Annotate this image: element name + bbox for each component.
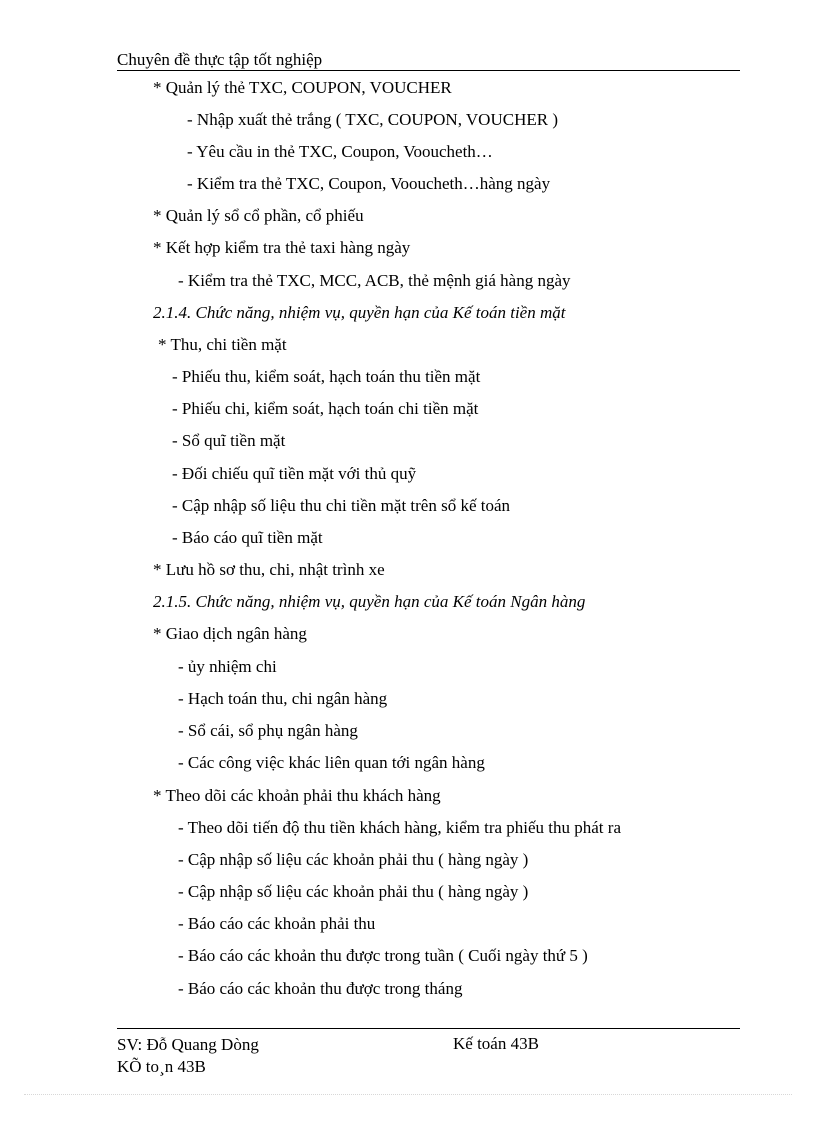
list-item: - Sổ cái, sổ phụ ngân hàng <box>178 721 358 740</box>
footer-divider <box>117 1028 740 1029</box>
list-item: * Kết hợp kiểm tra thẻ taxi hàng ngày <box>153 238 411 257</box>
page-bottom-border <box>24 1094 792 1095</box>
list-item: * Giao dịch ngân hàng <box>153 624 307 643</box>
list-item: - Yêu cầu in thẻ TXC, Coupon, Vooucheth… <box>187 142 493 161</box>
list-item: * Quản lý sổ cổ phần, cổ phiếu <box>153 206 364 225</box>
page-header-title: Chuyên đề thực tập tốt nghiệp <box>117 50 323 69</box>
list-item: - Phiếu chi, kiểm soát, hạch toán chi tiền mặt <box>172 399 479 418</box>
list-item: - Báo cáo các khoản phải thu <box>178 914 376 933</box>
list-item: - Theo dõi tiến độ thu tiền khách hàng, kiểm tra phiếu thu phát ra <box>178 818 621 837</box>
section-heading: 2.1.4. Chức năng, nhiệm vụ, quyền hạn của Kế toán tiền mặt <box>153 303 566 322</box>
list-item: - Cập nhập số liệu thu chi tiền mặt trên sổ kế toán <box>172 496 511 515</box>
list-item: - Hạch toán thu, chi ngân hàng <box>178 689 388 708</box>
list-item: * Theo dõi các khoản phải thu khách hàng <box>153 786 441 805</box>
list-item: - Phiếu thu, kiểm soát, hạch toán thu tiền mặt <box>172 367 481 386</box>
list-item: * Lưu hồ sơ thu, chi, nhật trình xe <box>153 560 385 579</box>
list-item: - Cập nhập số liệu các khoản phải thu ( hàng ngày ) <box>178 850 529 869</box>
list-item: - Sổ quĩ tiền mặt <box>172 431 286 450</box>
header-divider <box>117 70 740 71</box>
list-item: - Báo cáo các khoản thu được trong tuần ( Cuối ngày thứ 5 ) <box>178 946 588 965</box>
footer-class: Kế toán 43B <box>453 1034 539 1053</box>
list-item: - Báo cáo quĩ tiền mặt <box>172 528 323 547</box>
list-item: - Cập nhập số liệu các khoản phải thu ( hàng ngày ) <box>178 882 529 901</box>
list-item: * Thu, chi tiền mặt <box>158 335 287 354</box>
list-item: - Nhập xuất thẻ trắng ( TXC, COUPON, VOUCHER ) <box>187 110 558 129</box>
list-item: - Báo cáo các khoản thu được trong tháng <box>178 979 463 998</box>
list-item: * Quản lý thẻ TXC, COUPON, VOUCHER <box>153 78 452 97</box>
section-heading: 2.1.5. Chức năng, nhiệm vụ, quyền hạn của Kế toán Ngân hàng <box>153 592 586 611</box>
list-item: - Đối chiếu quĩ tiền mặt với thủ quỹ <box>172 464 417 483</box>
list-item: - Kiểm tra thẻ TXC, MCC, ACB, thẻ mệnh giá hàng ngày <box>178 271 571 290</box>
footer-class-garbled: KÕ to¸n 43B <box>117 1057 206 1076</box>
footer-student-name: SV: Đỗ Quang Dòng <box>117 1035 259 1054</box>
list-item: - Các công việc khác liên quan tới ngân hàng <box>178 753 485 772</box>
list-item: - ủy nhiệm chi <box>178 657 277 676</box>
list-item: - Kiểm tra thẻ TXC, Coupon, Vooucheth…hàng ngày <box>187 174 551 193</box>
footer-left <box>117 1034 259 1078</box>
